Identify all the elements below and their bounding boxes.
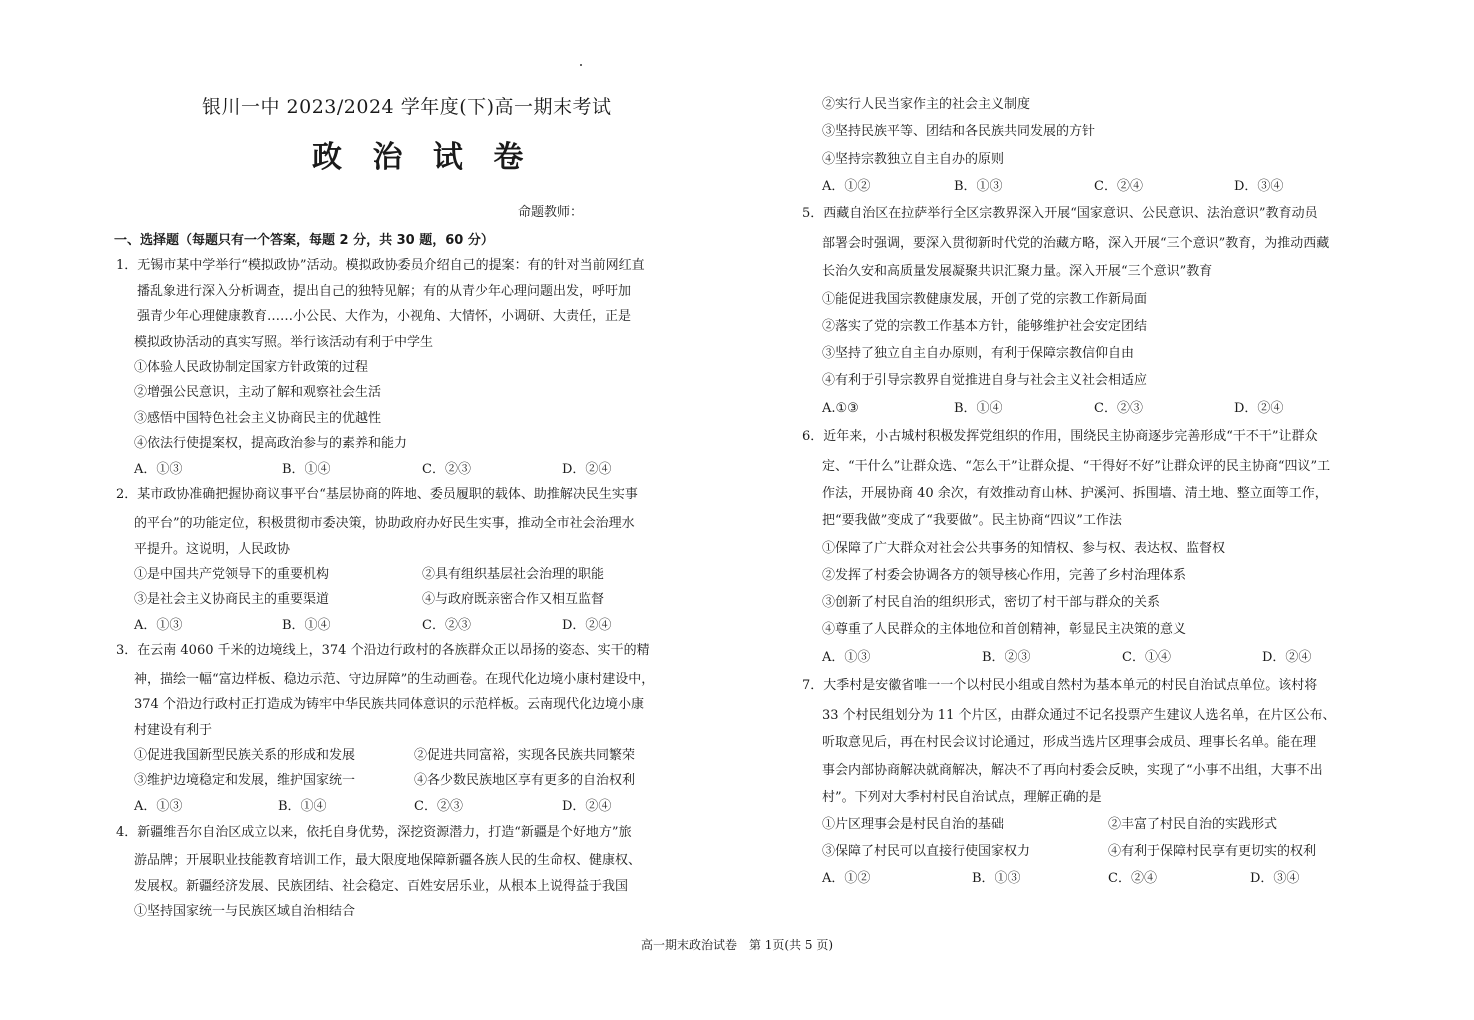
q7-statement: ④有利于保障村民享有更切实的权利: [1108, 844, 1317, 859]
q7-option-c: C．②④: [1108, 871, 1157, 886]
q1-statement: ④依法行使提案权，提高政治参与的素养和能力: [134, 436, 408, 451]
q2-line: 平提升。这说明，人民政协: [134, 542, 291, 557]
q7-statement: ③保障了村民可以直接行使国家权力: [822, 844, 1031, 859]
q7-option-a: A．①②: [822, 871, 871, 886]
q6-line: 作法，开展协商 40 余次，有效推动育山林、护溪河、拆围墙、清土地、整立面等工作，: [822, 486, 1328, 501]
stray-dot: [580, 64, 582, 66]
q5-option-d: D．②④: [1234, 401, 1284, 416]
q3-option-a: A．①③: [134, 799, 183, 814]
q3-line: 3．在云南 4060 千米的边境线上，374 个沿边行政村的各族群众正以昂扬的姿态、实干的精: [116, 643, 650, 658]
q2-option-a: A．①③: [134, 618, 183, 633]
q6-statement: ②发挥了村委会协调各方的领导核心作用，完善了乡村治理体系: [822, 568, 1187, 583]
page-footer: 高一期末政治试卷 第 1页(共 5 页): [640, 938, 834, 952]
q6-option-d: D．②④: [1262, 650, 1312, 665]
q3-line: 374 个沿边行政村正打造成为铸牢中华民族共同体意识的示范样板。云南现代化边境小康: [134, 697, 644, 712]
q4-option-a: A．①②: [822, 179, 871, 194]
q7-line: 村”。下列对大季村村民自治试点，理解正确的是: [822, 790, 1102, 805]
subject-title: 政 治 试 卷: [312, 140, 534, 175]
q7-line: 7．大季村是安徽省唯一一个以村民小组或自然村为基本单元的村民自治试点单位。该村将: [802, 678, 1318, 693]
q1-line: 强青少年心理健康教育……小公民、大作为，小视角、大情怀，小调研、大责任，正是: [137, 309, 632, 324]
q3-statement: ①促进我国新型民族关系的形成和发展: [134, 748, 356, 763]
q2-statement: ④与政府既亲密合作又相互监督: [422, 592, 605, 607]
q2-line: 的平台”的功能定位，积极贯彻市委决策，协助政府办好民生实事，推动全市社会治理水: [134, 516, 635, 531]
q4-statement: ③坚持民族平等、团结和各民族共同发展的方针: [822, 124, 1096, 139]
q4-statement: ②实行人民当家作主的社会主义制度: [822, 97, 1031, 112]
q7-line: 听取意见后，再在村民会议讨论通过，形成当选片区理事会成员、理事长名单。能在理: [822, 735, 1317, 750]
q1-option-a: A．①③: [134, 462, 183, 477]
q5-line: 长治久安和高质量发展凝聚共识汇聚力量。深入开展“三个意识”教育: [822, 264, 1213, 279]
q6-statement: ④尊重了人民群众的主体地位和首创精神，彰显民主决策的意义: [822, 622, 1187, 637]
q4-statement: ④坚持宗教独立自主自办的原则: [822, 152, 1005, 167]
q1-statement: ③感悟中国特色社会主义协商民主的优越性: [134, 411, 382, 426]
q7-line: 33 个村民组划分为 11 个片区，由群众通过不记名投票产生建议人选名单，在片区公布、: [822, 708, 1336, 723]
q7-option-b: B．①③: [972, 871, 1021, 886]
q1-line: 1．无锡市某中学举行“模拟政协”活动。模拟政协委员介绍自己的提案：有的针对当前网红直: [116, 258, 645, 273]
q4-statement: ①坚持国家统一与民族区域自治相结合: [134, 904, 356, 919]
q7-statement: ②丰富了村民自治的实践形式: [1108, 817, 1278, 832]
q2-option-b: B．①④: [282, 618, 331, 633]
q1-option-b: B．①④: [282, 462, 331, 477]
q1-option-c: C．②③: [422, 462, 471, 477]
q7-line: 事会内部协商解决就商解决，解决不了再向村委会反映，实现了“小事不出组，大事不出: [822, 763, 1323, 778]
exam-title: 银川一中 2023/2024 学年度(下)高一期末考试: [202, 96, 612, 118]
q3-option-c: C．②③: [414, 799, 463, 814]
q1-line: 播乱象进行深入分析调查，提出自己的独特见解；有的从青少年心理问题出发，呼吁加: [137, 284, 632, 299]
q1-statement: ②增强公民意识，主动了解和观察社会生活: [134, 385, 382, 400]
q6-line: 定、“干什么”让群众选、“怎么干”让群众提、“干得好不好”让群众评的民主协商“四议”工: [822, 459, 1331, 474]
q5-option-a: A.①③: [822, 401, 859, 416]
q2-line: 2．某市政协准确把握协商议事平台“基层协商的阵地、委员履职的载体、助推解决民生实事: [116, 487, 638, 502]
q4-option-c: C．②④: [1094, 179, 1143, 194]
q6-option-b: B．②③: [982, 650, 1031, 665]
q2-statement: ②具有组织基层社会治理的职能: [422, 567, 605, 582]
q6-statement: ③创新了村民自治的组织形式，密切了村干部与群众的关系: [822, 595, 1161, 610]
q6-statement: ①保障了广大群众对社会公共事务的知情权、参与权、表达权、监督权: [822, 541, 1226, 556]
q5-statement: ①能促进我国宗教健康发展，开创了党的宗教工作新局面: [822, 292, 1148, 307]
q5-line: 部署会时强调，要深入贯彻新时代党的治藏方略，深入开展“三个意识”教育，为推动西藏: [822, 236, 1330, 251]
q3-option-d: D．②④: [562, 799, 612, 814]
q1-option-d: D．②④: [562, 462, 612, 477]
q6-option-a: A．①③: [822, 650, 871, 665]
q6-option-c: C．①④: [1122, 650, 1171, 665]
q5-statement: ③坚持了独立自主自办原则，有利于保障宗教信仰自由: [822, 346, 1135, 361]
q7-option-d: D．③④: [1250, 871, 1300, 886]
q4-option-d: D．③④: [1234, 179, 1284, 194]
q5-statement: ④有利于引导宗教界自觉推进自身与社会主义社会相适应: [822, 373, 1148, 388]
q2-option-d: D．②④: [562, 618, 612, 633]
q3-statement: ③维护边境稳定和发展，维护国家统一: [134, 773, 356, 788]
q1-statement: ①体验人民政协制定国家方针政策的过程: [134, 360, 369, 375]
q3-line: 神，描绘一幅“富边样板、稳边示范、守边屏障”的生动画卷。在现代化边境小康村建设中，: [134, 672, 655, 687]
q6-line: 把“要我做”变成了“我要做”。民主协商“四议”工作法: [822, 513, 1122, 528]
q3-statement: ④各少数民族地区享有更多的自治权利: [414, 773, 636, 788]
q5-option-c: C．②③: [1094, 401, 1143, 416]
q5-statement: ②落实了党的宗教工作基本方针，能够维护社会安定团结: [822, 319, 1148, 334]
q4-option-b: B．①③: [954, 179, 1003, 194]
q4-line: 游品牌；开展职业技能教育培训工作，最大限度地保障新疆各族人民的生命权、健康权、: [134, 853, 642, 868]
q5-option-b: B．①④: [954, 401, 1003, 416]
q3-line: 村建设有利于: [134, 723, 213, 738]
q2-statement: ③是社会主义协商民主的重要渠道: [134, 592, 330, 607]
q4-line: 发展权。新疆经济发展、民族团结、社会稳定、百姓安居乐业，从根本上说得益于我国: [134, 879, 629, 894]
q5-line: 5．西藏自治区在拉萨举行全区宗教界深入开展“国家意识、公民意识、法治意识”教育动员: [802, 206, 1318, 221]
q1-line: 模拟政协活动的真实写照。举行该活动有利于中学生: [134, 335, 434, 350]
q3-option-b: B．①④: [278, 799, 327, 814]
q7-statement: ①片区理事会是村民自治的基础: [822, 817, 1005, 832]
q3-statement: ②促进共同富裕，实现各民族共同繁荣: [414, 748, 636, 763]
q2-statement: ①是中国共产党领导下的重要机构: [134, 567, 330, 582]
section-heading: 一、选择题（每题只有一个答案，每题 2 分，共 30 题，60 分）: [114, 233, 494, 248]
q2-option-c: C．②③: [422, 618, 471, 633]
q6-line: 6．近年来，小古城村积极发挥党组织的作用，围绕民主协商逐步完善形成“干不干”让群众: [802, 429, 1318, 444]
author-label: 命题教师：: [518, 205, 584, 220]
q4-line: 4．新疆维吾尔自治区成立以来，依托自身优势，深挖资源潜力，打造“新疆是个好地方”旅: [116, 825, 632, 840]
